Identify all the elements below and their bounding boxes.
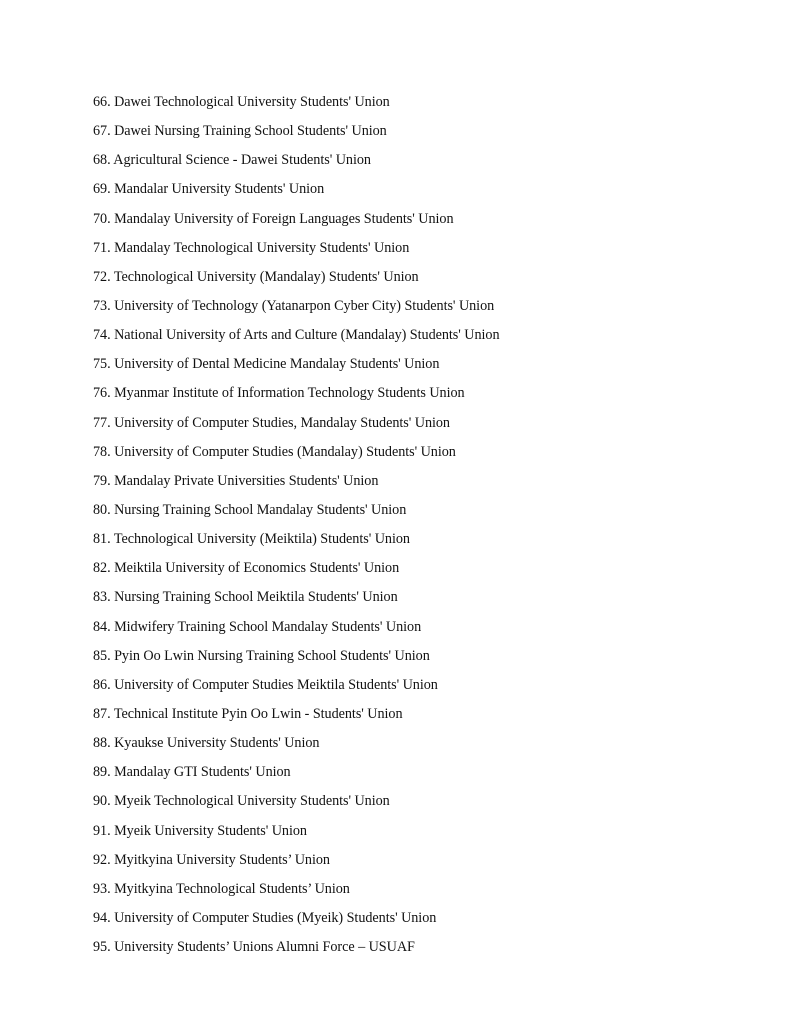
list-item: 66. Dawei Technological University Students' Union	[93, 94, 390, 110]
list-item: 68. Agricultural Science - Dawei Students' Union	[93, 152, 371, 169]
list-item: 95. University Students’ Unions Alumni Force – USUAF	[93, 939, 415, 956]
list-item: 71. Mandalay Technological University Students' Union	[93, 239, 410, 256]
list-item: 76. Myanmar Institute of Information Technology Students Union	[93, 385, 465, 402]
list-item: 81. Technological University (Meiktila) Students' Union	[93, 531, 410, 548]
list-item: 69. Mandalar University Students' Union	[93, 181, 325, 198]
list-item: 67. Dawei Nursing Training School Students' Union	[93, 123, 387, 140]
list-item: 75. University of Dental Medicine Mandalay Students' Union	[93, 356, 440, 373]
list-item: 72. Technological University (Mandalay) Students' Union	[93, 268, 419, 285]
union-list	[93, 92, 500, 966]
list-item: 83. Nursing Training School Meiktila Students' Union	[93, 589, 398, 606]
list-item: 85. Pyin Oo Lwin Nursing Training School Students' Union	[93, 647, 430, 664]
list-item: 84. Midwifery Training School Mandalay Students' Union	[93, 618, 422, 635]
list-item: 70. Mandalay University of Foreign Languages Students' Union	[93, 210, 454, 227]
list-item: 94. University of Computer Studies (Myeik) Students' Union	[93, 909, 437, 926]
list-item: 86. University of Computer Studies Meiktila Students' Union	[93, 676, 438, 693]
list-item: 93. Myitkyina Technological Students’ Union	[93, 880, 350, 897]
list-item: 92. Myitkyina University Students’ Union	[93, 851, 330, 868]
list-item: 73. University of Technology (Yatanarpon Cyber City) Students' Union	[93, 297, 495, 314]
list-item: 82. Meiktila University of Economics Students' Union	[93, 560, 400, 577]
list-item: 77. University of Computer Studies, Mandalay Students' Union	[93, 414, 450, 431]
list-item: 80. Nursing Training School Mandalay Students' Union	[93, 501, 407, 518]
list-item: 79. Mandalay Private Universities Students' Union	[93, 472, 379, 489]
list-item: 90. Myeik Technological University Students' Union	[93, 793, 390, 810]
list-item: 89. Mandalay GTI Students' Union	[93, 764, 291, 781]
list-item: 78. University of Computer Studies (Mandalay) Students' Union	[93, 443, 456, 460]
list-item: 87. Technical Institute Pyin Oo Lwin - Students' Union	[93, 705, 403, 722]
list-item: 88. Kyaukse University Students' Union	[93, 735, 320, 752]
list-item: 91. Myeik University Students' Union	[93, 822, 307, 839]
list-item: 74. National University of Arts and Culture (Mandalay) Students' Union	[93, 327, 500, 344]
